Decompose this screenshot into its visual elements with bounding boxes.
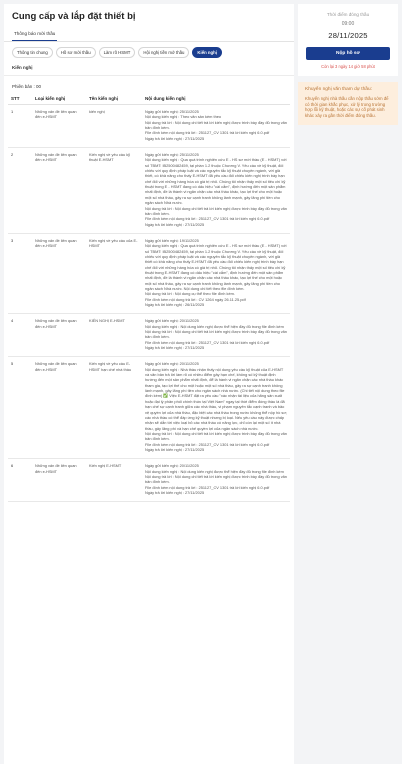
row-content (142, 233, 290, 313)
content-line: Nội dung kiến nghị : Theo văn sản kèm theo (145, 114, 222, 120)
tab-general-info[interactable]: Thông tin chung (12, 47, 53, 58)
table-row (8, 357, 290, 459)
deadline-card (298, 4, 398, 76)
deadline-time: 09:00 (341, 21, 355, 27)
content-line: Nội dung kiến nghị : Nội dung kiến nghị được thể hiện đầy đủ trong file đính kèm (145, 468, 284, 474)
petition-table (8, 93, 290, 502)
row-type: Những vấn đề liên quan đến e-HSMT (32, 148, 86, 234)
col-header-content: Nội dung kiến nghị (142, 93, 290, 105)
tab-pre-bid-meeting[interactable]: Hội nghị tiền mở thầu (138, 47, 189, 58)
table-row (8, 148, 290, 234)
content-line: Ngày gửi kiến nghị: 20/11/2025 (145, 463, 199, 469)
col-header-stt: STT (8, 93, 32, 105)
content-line: Nội dung kiến nghị : Nhà thầu nhận thấy nội dung yêu cầu kỹ thuật của E-HSMT và văn bản trả lời làm rõ có nhiều điểm gây hạn chế, không số kỹ thuật định hướng đến một sản phẩm nhất định, để là hành vi ngăn chặn các nhà thầu khác tham gia, tạo lợi thế cho một hoặc một số nhà thầu, gây ra sự cạnh tranh không lành mạnh, gây lãng phí tiền cho ngân sách nhà nước. (Chi tiết nội dung theo file đính kèm) ✅ Việc E-HSMT đặt ra yêu cầu "xác nhận tài liệu của hãng sản xuất hoặc đại lý phân phối chính thức tại Việt Nam" ngay tại thời điểm đóng thầu là đã hạn chế sự cạnh tranh giữa các nhà thầu, vi phạm nguyên tắc cạnh tranh và bảo vệ quyền lợi của nhà thầu, đặc biệt các nhà thầu trong nước không thể nộp hồ sơ; các nhà thầu có thể đáp ứng kỹ thuật nhưng bị loại. Nếu yêu cầu này được chấp nhận sẽ dẫn tới việc loại bỏ các nhà thầu có năng lực, chỉ còn lại một số ít nhà thầu, gây lãng phí và hạn chế quyền lợi của ngân sách nhà nước. (145, 366, 287, 431)
row-name: kiến nghị (86, 105, 142, 148)
row-name: Kiến nghị về yêu cầu kỹ thuật E-HSMT (86, 148, 142, 234)
row-type: Những vấn đề liên quan đến e-HSMT (32, 459, 86, 502)
content-line: Nội dung trả lời : Nội dung chi tiết trả lời kiến nghị được trình bày đầy đủ trong văn bản đính kèm. (145, 329, 287, 340)
content-line: File đính kèm nội dung trả lời : CV 1264 ngày 26.11.25.pdf (145, 296, 246, 302)
content-line: Nội dung kiến nghị : Nội dung kiến nghị được thể hiện đầy đủ trong file đính kèm (145, 323, 284, 329)
content-line: Ngày gửi kiến nghị: 25/11/2025 (145, 109, 199, 114)
content-line: Ngày gửi kiến nghị: 25/11/2025 (145, 152, 199, 158)
row-type: Những vấn đề liên quan đến e-HSMT (32, 233, 86, 313)
row-name: Kiến nghị về yêu cầu của E-HSMT (86, 233, 142, 313)
content-line: Nội dung trả lời : Nội dung cụ thể theo file đính kèm. (145, 291, 235, 297)
tab-bar (4, 42, 294, 62)
content-line: Ngày trả lời kiến nghị : 27/11/2025 (145, 135, 205, 141)
row-stt: 2 (8, 148, 32, 234)
content-line: Ngày trả lời kiến nghị : 27/11/2025 (145, 489, 205, 495)
table-header-row (8, 93, 290, 105)
content-line: File đính kèm nội dung trả lời : 251127_CV 1301 trả lời kiến nghị 6.0.pdf (145, 216, 270, 222)
row-content (142, 357, 290, 459)
deadline-label: Thời điểm đóng thầu (326, 12, 370, 17)
table-row (8, 459, 290, 502)
notice-box (298, 82, 398, 125)
deadline-date: 28/11/2025 (328, 31, 368, 40)
table-row (8, 105, 290, 148)
submit-bid-button[interactable]: Nộp hồ sơ (306, 47, 390, 60)
tab-petitions[interactable]: Kiến nghị (192, 47, 222, 58)
row-content (142, 314, 290, 357)
page-title: Cung cấp và lắp đặt thiết bị (12, 11, 136, 22)
row-type: Những vấn đề liên quan đến e-HSMT (32, 314, 86, 357)
notice-title: Khuyến nghị văn tham dự thầu: (305, 87, 372, 92)
subtab-bar (4, 28, 294, 42)
col-header-type: Loại kiến nghị (32, 93, 86, 105)
content-line: Ngày trả lời kiến nghị : 26/11/2025 (145, 302, 205, 307)
content-line: Ngày gửi kiến nghị: 20/11/2025 (145, 318, 199, 324)
content-line: Ngày trả lời kiến nghị : 27/11/2025 (145, 446, 205, 452)
version-label: Phiên bản : 00 (12, 84, 42, 89)
row-name: KIẾN NGHỊ E-HSMT (86, 314, 142, 357)
table-row (8, 233, 290, 313)
row-name: Kiến nghị về yêu cầu E-HSMT hạn chế nhà thầu (86, 357, 142, 459)
row-type: Những vấn đề liên quan đến e-HSMT (32, 105, 86, 148)
content-line: Ngày gửi kiến nghị: 20/11/2025 (145, 361, 199, 367)
content-line: Nội dung trả lời : Nội dung chi tiết trả lời kiến nghị được trình bày đầy đủ trong văn bản đính kèm. (145, 119, 287, 131)
notice-text: Khuyến nghị nhà thầu cần nộp thầu sớm để có thời gian khắc phục, xử lý trong trường hợp lỗi kỹ thuật, hoặc các sự cố phát sinh khác xảy ra gần thời điểm đóng thầu. (305, 96, 389, 118)
content-line: File đính kèm nội dung trả lời : 251127_CV 1301 trả lời kiến nghị 6.0.pdf (145, 130, 270, 136)
col-header-name: Tên kiến nghị (86, 93, 142, 105)
table-body (8, 105, 290, 502)
row-content (142, 105, 290, 148)
content-line: File đính kèm nội dung trả lời : 251127_CV 1301 trả lời kiến nghị 6.0.pdf (145, 441, 270, 447)
content-line: Ngày trả lời kiến nghị : 27/11/2025 (145, 345, 205, 351)
remaining-time: Còn lại 3 ngày 14 giờ 58 phút (321, 64, 375, 69)
row-stt: 6 (8, 459, 32, 502)
content-line: File đính kèm nội dung trả lời : 251127_CV 1301 trả lời kiến nghị 6.0.pdf (145, 484, 270, 490)
tab-clarification[interactable]: Làm rõ HSMT (99, 47, 136, 58)
content-line: Ngày gửi kiến nghị: 19/11/2025 (145, 237, 199, 243)
main-panel (4, 4, 294, 764)
content-line: Ngày trả lời kiến nghị : 27/11/2025 (145, 221, 205, 227)
sidebar (298, 4, 398, 125)
content-line: Nội dung trả lời : Nội dung chi tiết trả lời kiến nghị được trình bày đầy đủ trong văn bản đính kèm. (145, 473, 287, 485)
content-line: Nội dung trả lời : Nội dung chi tiết trả lời kiến nghị được trình bày đầy đủ trong văn bản đính kèm. (145, 205, 287, 216)
row-stt: 4 (8, 314, 32, 357)
row-type: Những vấn đề liên quan đến e-HSMT (32, 357, 86, 459)
content-line: File đính kèm nội dung trả lời : 251127_CV 1301 trả lời kiến nghị 6.0.pdf (145, 339, 270, 345)
row-name: Kiến nghị E-HSMT (86, 459, 142, 502)
content-line: Nội dung kiến nghị : Qua quá trình nghiên cứu E - HS sơ mời thầu (E - HSMT) với số TBMT: IB2500482459, tại phần 1.2 thuộc Chương V. Yêu cầu về kỹ thuật, đối chiếu với quy định pháp luật và các nguyên tắc kỹ thuật chuyên ngành, với giả thiết, có khả năng cho thấy E-HSMT đã yêu cầu đối chiếu kiến nghị trình bày hạn chế đối với những hàng hóa có giá trị nhỏ. Chúng tôi nhận thấy một số tiêu chí kỹ thuật trong E - HSMT đang có dấu hiệu "cài cắm", định hướng đến một sản phẩm nhất định, đề là thành vi ngăn chặn các nhà thầu khác, tạo lợi thế cho một hoặc một số nhà thầu, gây ra sự cạnh tranh không lành mạnh, gây lãng phí tiền cho ngân sách Nhà nước. (145, 157, 287, 206)
tab-bidding-documents[interactable]: Hồ sơ mời thầu (56, 47, 96, 58)
row-content (142, 148, 290, 234)
subtab-notice[interactable]: Thông báo mời thầu (12, 28, 57, 41)
content-line: Nội dung kiến nghị : Qua quá trình nghiên cứu E - HS sơ mời thầu (E - HSMT) với số TBMT: IB2500482459, tại phần 1.2 thuộc Chương V. Yêu cầu về kỹ thuật, đối chiếu với quy định pháp luật và các nguyên tắc kỹ thuật chuyên ngành, với giả thiết có khả năng cho thấy E-HSMT đã yêu cầu đối chiếu kiến nghị trình bày hạn chế đối với những hàng hóa có giá trị nhỏ. Chúng tôi nhận thấy một số tiêu chí kỹ thuật trong E-HSMT đang có dấu hiệu "cài cắm", định hướng đến một sản phẩm nhất định, đề là thành vi ngăn chặn các nhà thầu khác, tạo lợi thế cho một hoặc một số nhà thầu, gây ra sự cạnh tranh không lành mạnh, gây lãng phí tiền cho ngân sách Nhà nước. Nội dung chi tiết theo file đính kèm. (145, 243, 287, 291)
row-content (142, 459, 290, 502)
row-stt: 1 (8, 105, 32, 148)
content-line: Nội dung trả lời : Nội dung chi tiết trả lời kiến nghị được trình bày đầy đủ trong văn bản đính kèm. (145, 430, 287, 442)
section-title: Kiến nghị (4, 62, 294, 76)
row-stt: 5 (8, 357, 32, 459)
table-row (8, 314, 290, 357)
row-stt: 3 (8, 233, 32, 313)
